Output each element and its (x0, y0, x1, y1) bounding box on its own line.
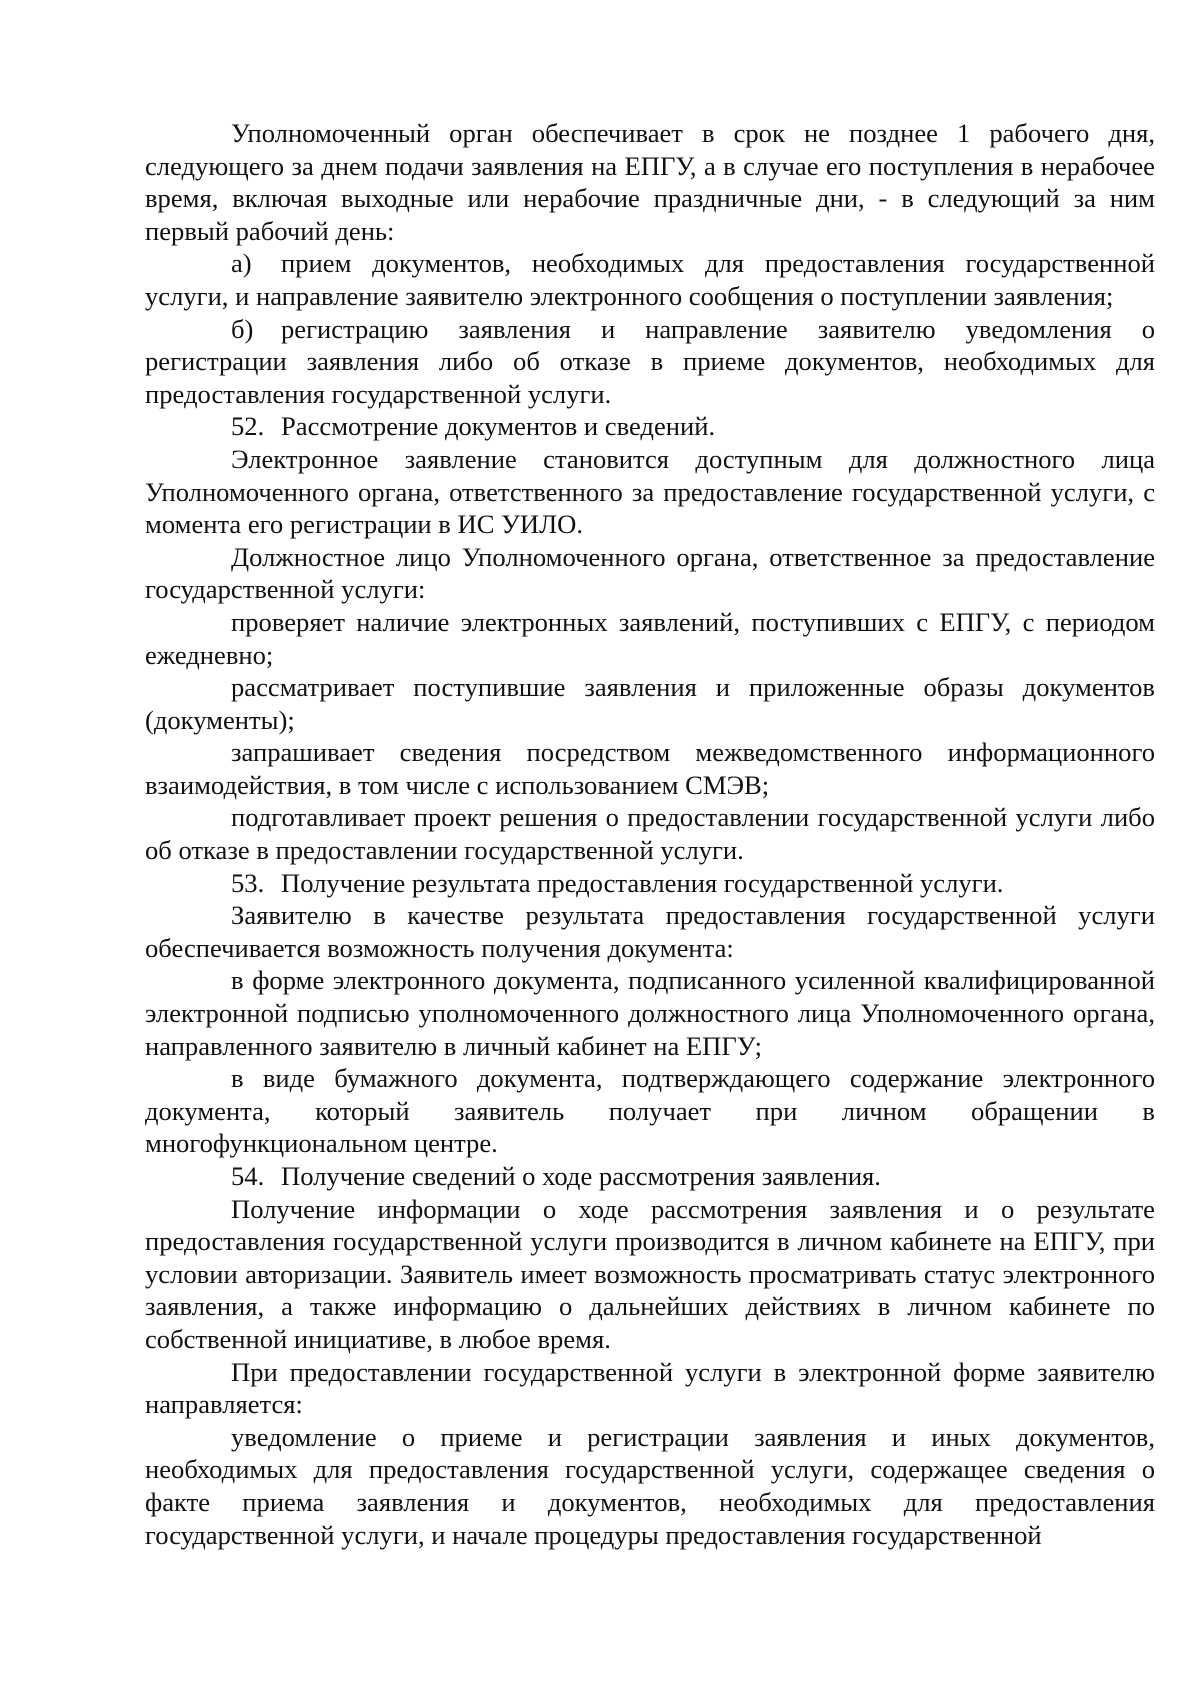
paragraph-53-2: в форме электронного документа, подписанного усиленной квалифицированной электронной подписью уполномоченного должностного лица Уполномоченного органа, направленного заявителю в личный кабинет на ЕПГУ; (145, 965, 1155, 1061)
section-53-title: Получение результата предоставления государственной услуги. (281, 867, 1004, 898)
list-marker-a: а) (231, 248, 252, 279)
section-52-heading (145, 410, 1155, 443)
section-52-number: 52. (231, 411, 265, 442)
section-54-number: 54. (231, 1161, 265, 1191)
list-item-a (145, 247, 1155, 312)
paragraph-52-1: Электронное заявление становится доступным для должностного лица Уполномоченного органа, ответственного за предоставление государственной услуги, с момента его регистрации в ИС УИЛО. (145, 443, 1155, 540)
section-53-number: 53. (231, 867, 265, 898)
paragraph-54-2: При предоставлении государственной услуги в электронной форме заявителю направляется: (145, 1356, 1155, 1420)
paragraph-53-1: Заявителю в качестве результата предоставления государственной услуги обеспечивается возможность получения документа: (145, 900, 1155, 963)
list-item-b-text: регистрацию заявления и направление заявителю уведомления о регистрации заявления либо об отказе в приеме документов, необходимых для предоставления государственной услуги. (145, 313, 1155, 409)
paragraph-52-5: запрашивает сведения посредством межведомственного информационного взаимодействия, в том числе с использованием СМЭВ; (145, 737, 1155, 800)
paragraph-54-3: уведомление о приеме и регистрации заявления и иных документов, необходимых для предоставления государственной услуги, содержащее сведения о факте приема заявления и документов, необходимых для предоставления государственной услуги, и начале процедуры предоставления государственной (145, 1421, 1155, 1550)
paragraph-intro: Уполномоченный орган обеспечивает в срок не позднее 1 рабочего дня, следующего за днем подачи заявления на ЕПГУ, а в случае его поступления в нерабочее время, включая выходные или нерабочие праздничные дни, - в следующий за ним первый рабочий день: (145, 118, 1155, 246)
paragraph-52-6: подготавливает проект решения о предоставлении государственной услуги либо об отказе в предоставлении государственной услуги. (145, 802, 1155, 866)
paragraph-53-3: в виде бумажного документа, подтверждающего содержание электронного документа, который заявитель получает при личном обращении в многофункциональном центре. (145, 1063, 1155, 1159)
section-53-heading (145, 867, 1155, 900)
paragraph-52-4: рассматривает поступившие заявления и приложенные образы документов (документы); (145, 672, 1155, 735)
paragraph-52-3: проверяет наличие электронных заявлений, поступивших с ЕПГУ, с периодом ежедневно; (145, 606, 1155, 670)
list-item-b (145, 313, 1155, 411)
paragraph-52-2: Должностное лицо Уполномоченного органа, ответственное за предоставление государственной услуги: (145, 541, 1155, 605)
section-54-heading (145, 1160, 1155, 1193)
section-52-title: Рассмотрение документов и сведений. (281, 411, 716, 442)
paragraph-54-1: Получение информации о ходе рассмотрения заявления и о результате предоставления государственной услуги производится в личном кабинете на ЕПГУ, при условии авторизации. Заявитель имеет возможность просматривать статус электронного заявления, а также информацию о дальнейших действиях в личном кабинете по собственной инициативе, в любое время. (145, 1193, 1155, 1354)
list-item-a-text: прием документов, необходимых для предоставления государственной услуги, и направление заявителю электронного сообщения о поступлении заявления; (145, 248, 1155, 311)
document-page (145, 117, 1155, 1551)
list-marker-b: б) (231, 313, 254, 344)
section-54-title: Получение сведений о ходе рассмотрения заявления. (281, 1161, 881, 1191)
